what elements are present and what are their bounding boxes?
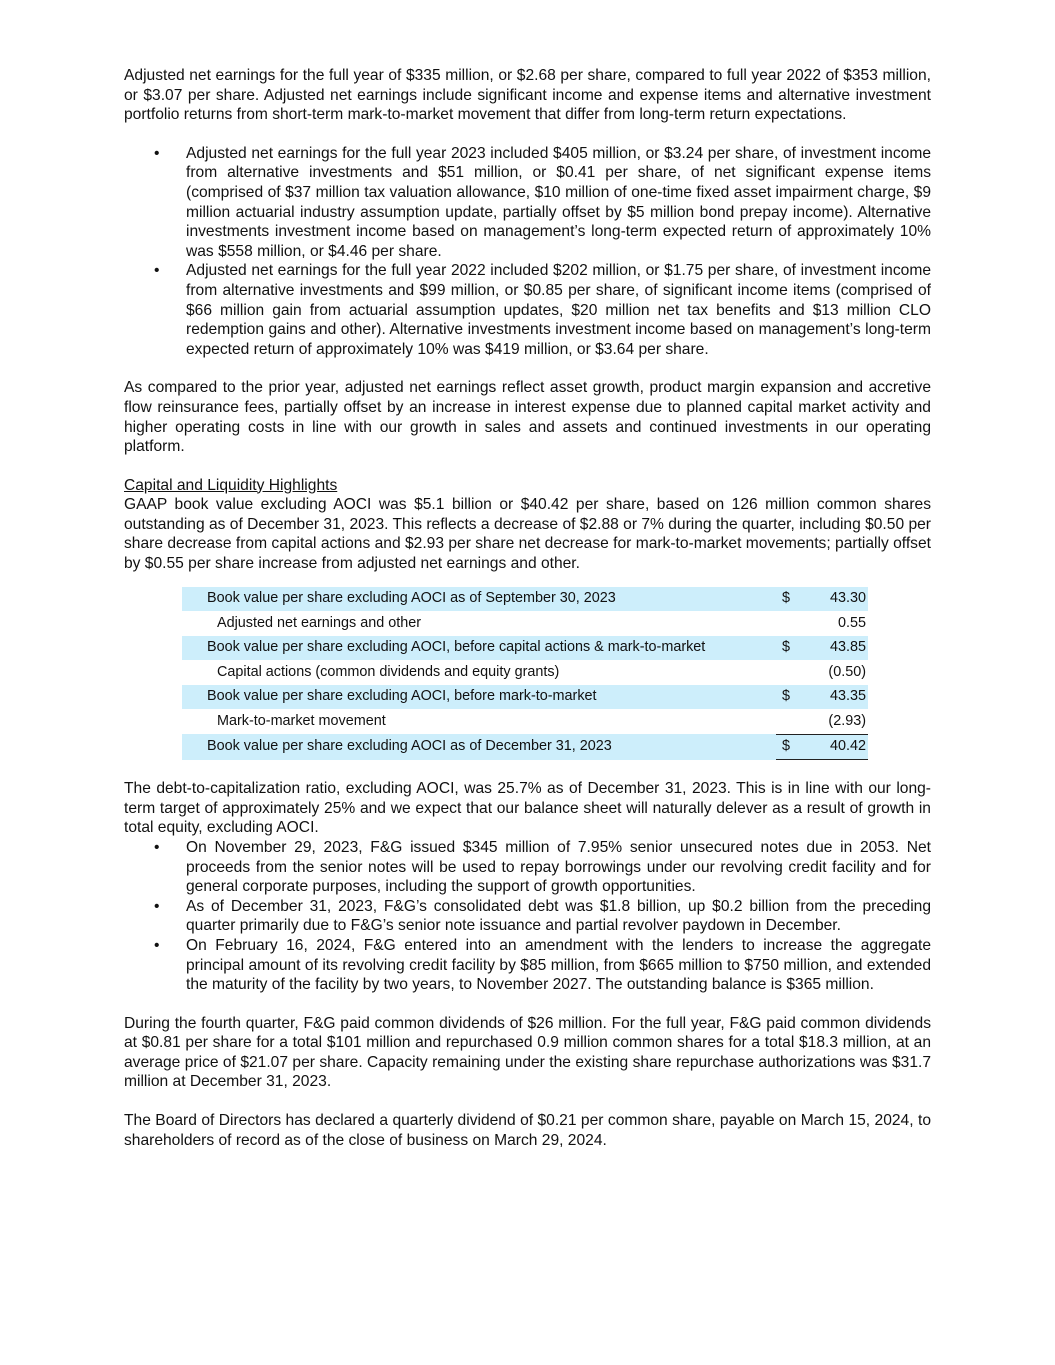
table-row: [182, 685, 868, 710]
row-label: Book value per share excluding AOCI, before capital actions & mark-to-market: [182, 636, 776, 661]
debt-bullet-list: [124, 838, 931, 995]
intro-bullet-2022: • Adjusted net earnings for the full year 2022 included $202 million, or $1.75 per share, of investment income from alternative investments and $99 million, or $0.85 per share, of significant income items (comprised of $66 million gain from actuarial assumption updates, $20 million net tax benefits and $13 million CLO redemption gains and other). Alternative investments investment income based on management’s long-term expected return of approximately 10% was $419 million, or $3.64 per share.: [124, 261, 931, 359]
table-row: [182, 587, 868, 612]
row-value: (0.50): [828, 663, 866, 680]
row-value: 43.30: [820, 587, 868, 612]
debt-paragraph: The debt-to-capitalization ratio, excluding AOCI, was 25.7% as of December 31, 2023. This is in line with our long-term target of approximately 25% and we expect that our balance sheet will naturally delever as a result of growth in total equity, excluding AOCI.: [124, 780, 931, 837]
row-value: 0.55: [837, 614, 866, 631]
debt-bullet-notes: • On November 29, 2023, F&G issued $345 million of 7.95% senior unsecured notes due in 2053. Net proceeds from the senior notes will be used to repay borrowings under our revolving credit facility and for general corporate purposes, including the support of growth opportunities.: [124, 838, 931, 897]
table-row: [182, 660, 868, 685]
book-value-table: [182, 587, 868, 761]
table-row: [182, 636, 868, 661]
table-row: [182, 709, 868, 734]
board-paragraph: The Board of Directors has declared a quarterly dividend of $0.21 per common share, payable on March 15, 2024, to shareholders of record as of the close of business on March 29, 2024.: [124, 1112, 931, 1149]
table-row: [182, 611, 868, 636]
capital-liquidity-heading: Capital and Liquidity Highlights: [124, 476, 338, 494]
row-currency: $: [776, 636, 820, 661]
row-label: Book value per share excluding AOCI as of December 31, 2023: [182, 734, 776, 760]
intro-bullet-2023: • Adjusted net earnings for the full year 2023 included $405 million, or $3.24 per share, of investment income from alternative investments and $51 million, or $0.41 per share, of net significant expense items (comprised of $37 million tax valuation allowance, $10 million of one-time fixed asset impairment charge, $9 million actuarial industry assumption update, partially offset by $5 million bond prepay income). Alternative investments investment income based on management’s long-term expected return of approximately 10% was $558 million, or $4.46 per share.: [124, 144, 931, 262]
row-value: (2.93): [828, 712, 866, 729]
row-currency: $: [776, 734, 820, 760]
row-currency: $: [776, 685, 820, 710]
row-value: 43.85: [820, 636, 868, 661]
row-currency: [776, 611, 820, 636]
row-label: Book value per share excluding AOCI as of September 30, 2023: [182, 587, 776, 612]
row-label: Mark-to-market movement: [217, 712, 386, 729]
row-label: Book value per share excluding AOCI, before mark-to-market: [182, 685, 776, 710]
dividends-paragraph: During the fourth quarter, F&G paid common dividends of $26 million. For the full year, F&G paid common dividends at $0.81 per share for a total $101 million and repurchased 0.9 million common shares for a total $18.3 million, at an average price of $21.07 per share. Capacity remaining under the existing share repurchase authorizations was $31.7 million at December 31, 2023.: [124, 1014, 931, 1091]
debt-bullet-consolidated: • As of December 31, 2023, F&G’s consolidated debt was $1.8 billion, up $0.2 billion from the preceding quarter primarily due to F&G’s senior note issuance and partial revolver paydown in December.: [124, 897, 931, 936]
row-label: Adjusted net earnings and other: [217, 614, 422, 631]
row-currency: $: [776, 587, 820, 612]
document-page: [124, 66, 931, 1150]
row-value: 43.35: [820, 685, 868, 710]
row-value: 40.42: [820, 734, 868, 760]
row-label: Capital actions (common dividends and equity grants): [217, 663, 560, 680]
intro-bullet-list: [124, 144, 931, 360]
capital-paragraph: GAAP book value excluding AOCI was $5.1 billion or $40.42 per share, based on 126 million common shares outstanding as of December 31, 2023. This reflects a decrease of $2.88 or 7% during the quarter, including $0.50 per share decrease from capital actions and $2.93 per share net decrease for mark-to-market movements; partially offset by $0.55 per share increase from adjusted net earnings and other.: [124, 496, 931, 573]
intro-paragraph: Adjusted net earnings for the full year of $335 million, or $2.68 per share, compared to full year 2022 of $353 million, or $3.07 per share. Adjusted net earnings include significant income and expense items and alternative investment portfolio returns from short-term mark-to-market movement that differ from long-term return expectations.: [124, 67, 931, 124]
table-total-row: [182, 734, 868, 760]
row-currency: [776, 709, 820, 734]
row-currency: [776, 660, 820, 685]
prior-year-paragraph: As compared to the prior year, adjusted net earnings reflect asset growth, product margin expansion and accretive flow reinsurance fees, partially offset by an increase in interest expense due to planned capital market activity and higher operating costs in line with our growth in sales and assets and continued investments in our operating platform.: [124, 379, 931, 456]
debt-bullet-amendment: • On February 16, 2024, F&G entered into an amendment with the lenders to increase the aggregate principal amount of its revolving credit facility by $85 million, from $665 million to $750 million, and extended the maturity of the facility by two years, to November 2027. The outstanding balance is $365 million.: [124, 936, 931, 995]
